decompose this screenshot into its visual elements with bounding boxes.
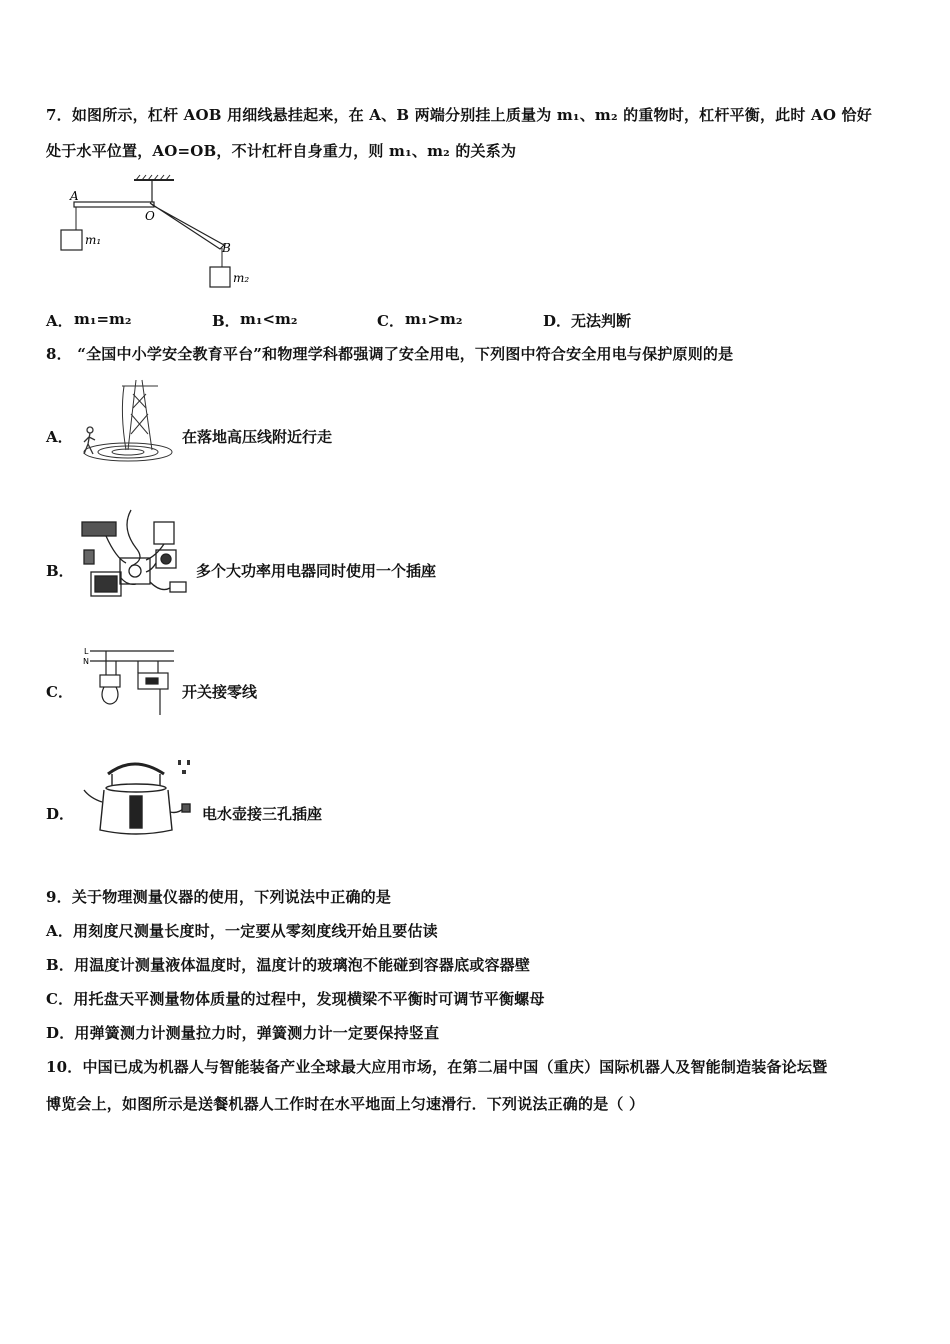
q8-option-b-label: B． [46,562,74,580]
q7-stem-line2: 处于水平位置，AO=OB，不计杠杆自身重力，则 m₁、m₂ 的关系为 [46,142,517,160]
overloaded-socket-image [76,508,191,603]
q9-option-c: C．用托盘天平测量物体质量的过程中，发现横梁不平衡时可调节平衡螺母 [46,990,545,1008]
label-o: O [145,209,155,223]
q7-stem-line1: 7．如图所示，杠杆 AOB 用细线悬挂起来，在 A、B 两端分别挂上质量为 m₁、m₂ 的重物时，杠杆平衡，此时 AO 恰好 [46,106,872,124]
label-n: N [83,657,89,666]
electric-kettle-image [78,752,196,842]
q9-option-a: A．用刻度尺测量长度时，一定要从零刻度线开始且要估读 [46,922,438,940]
label-m1: m₁ [85,233,102,247]
q8-stem: 8． “全国中小学安全教育平台”和物理学科都强调了安全用电，下列图中符合安全用电与保护原则的是 [46,345,734,363]
q7-option-b-label: B． [212,312,240,330]
q8-option-d-label: D． [46,805,75,823]
q8-option-c-label: C． [46,683,73,701]
lever-diagram [52,172,262,297]
q8-option-a-label: A． [46,428,73,446]
q7-option-a-text: m₁=m₂ [74,310,132,328]
q7-option-d-label: D． [543,312,572,330]
q8-option-c-text: 开关接零线 [182,683,258,701]
q10-stem-line2: 博览会上，如图所示是送餐机器人工作时在水平地面上匀速滑行．下列说法正确的是（ ） [46,1095,645,1113]
switch-wiring-image [78,643,178,721]
q7-option-c-label: C． [377,312,404,330]
label-l: L [84,647,89,656]
q7-option-b-text: m₁<m₂ [240,310,298,328]
q9-stem: 9．关于物理测量仪器的使用，下列说法中正确的是 [46,888,392,906]
q7-option-a-label: A． [46,312,73,330]
label-b: B [222,241,231,255]
q7-option-d-text: 无法判断 [571,312,632,330]
q10-stem-line1: 10．中国已成为机器人与智能装备产业全球最大应用市场，在第二届中国（重庆）国际机器人及智能制造装备论坛暨 [46,1058,828,1076]
label-m2: m₂ [233,271,250,285]
q8-option-a-text: 在落地高压线附近行走 [182,428,333,446]
q9-option-d: D．用弹簧测力计测量拉力时，弹簧测力计一定要保持竖直 [46,1024,440,1042]
high-voltage-tower-image [76,374,176,464]
label-a: A [70,189,79,203]
q8-option-b-text: 多个大功率用电器同时使用一个插座 [196,562,437,580]
q7-option-c-text: m₁>m₂ [405,310,463,328]
q9-option-b: B．用温度计测量液体温度时，温度计的玻璃泡不能碰到容器底或容器壁 [46,956,531,974]
q8-option-d-text: 电水壶接三孔插座 [202,805,323,823]
